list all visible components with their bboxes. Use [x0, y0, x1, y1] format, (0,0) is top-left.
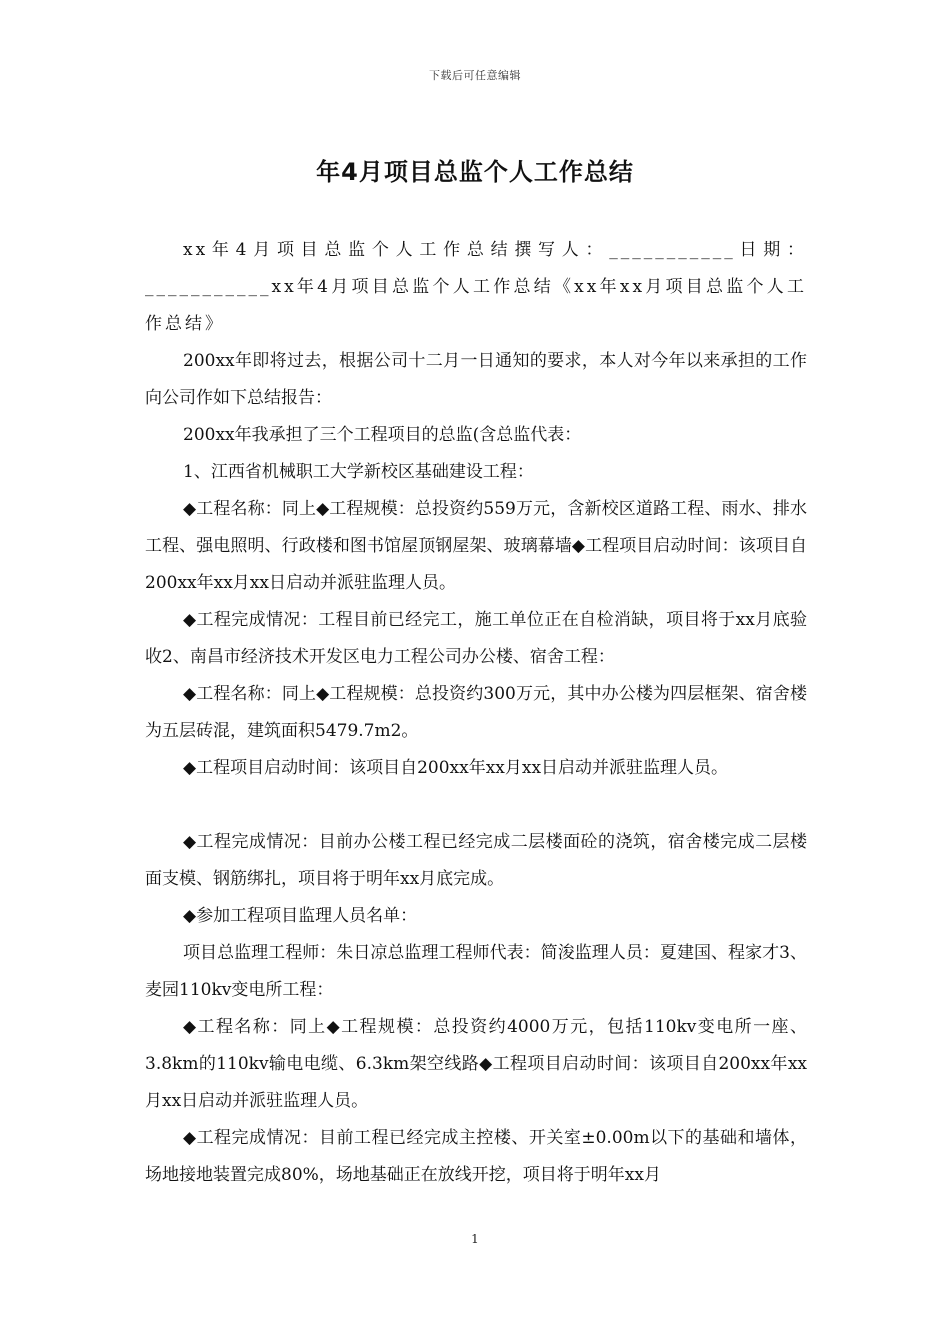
paragraph: ◆工程名称：同上◆工程规模：总投资约300万元，其中办公楼为四层框架、宿舍楼为五层砖混，建筑面积5479.7m2。 [145, 684, 807, 741]
paragraph: ◆工程完成情况：目前工程已经完成主控楼、开关室±0.00m以下的基础和墙体，场地接地装置完成80%，场地基础正在放线开挖，项目将于明年xx月 [145, 1128, 807, 1185]
header-note: 下载后可任意编辑 [429, 69, 521, 82]
paragraph: 200xx年即将过去，根据公司十二月一日通知的要求，本人对今年以来承担的工作向公司作如下总结报告： [145, 351, 807, 408]
paragraph: ◆工程名称：同上◆工程规模：总投资约4000万元，包括110kv变电所一座、3.8km的110kv输电电缆、6.3km架空线路◆工程项目启动时间：该项目自200xx年xx月xx日启动并派驻监理人员。 [145, 1017, 807, 1111]
page-number: 1 [471, 1232, 479, 1246]
paragraph: ◆工程完成情况：目前办公楼工程已经完成二层楼面砼的浇筑，宿舍楼完成二层楼面支模、钢筋绑扎，项目将于明年xx月底完成。 [145, 832, 807, 889]
paragraph: ◆参加工程项目监理人员名单： [183, 906, 418, 926]
paragraph: ◆工程项目启动时间：该项目自200xx年xx月xx日启动并派驻监理人员。 [183, 758, 729, 778]
paragraph-intro: xx年4月项目总监个人工作总结撰写人：___________日期：___________xx年4月项目总监个人工作总结《xx年xx月项目总监个人工作总结》 [145, 240, 807, 334]
paragraph: 1、江西省机械职工大学新校区基础建设工程： [183, 462, 534, 482]
paragraph: ◆工程完成情况：工程目前已经完工，施工单位正在自检消缺，项目将于xx月底验收2、南昌市经济技术开发区电力工程公司办公楼、宿舍工程： [145, 610, 807, 667]
paragraph: ◆工程名称：同上◆工程规模：总投资约559万元，含新校区道路工程、雨水、排水工程、强电照明、行政楼和图书馆屋顶钢屋架、玻璃幕墙◆工程项目启动时间：该项目自200xx年xx月xx日启动并派驻监理人员。 [145, 499, 807, 593]
paragraph: 200xx年我承担了三个工程项目的总监(含总监代表： [183, 425, 582, 445]
document-title: 年4月项目总监个人工作总结 [316, 158, 634, 186]
paragraph: 项目总监理工程师：朱日凉总监理工程师代表：简浚监理人员：夏建国、程家才3、麦园110kv变电所工程： [145, 943, 807, 1000]
document-body [145, 232, 807, 1194]
